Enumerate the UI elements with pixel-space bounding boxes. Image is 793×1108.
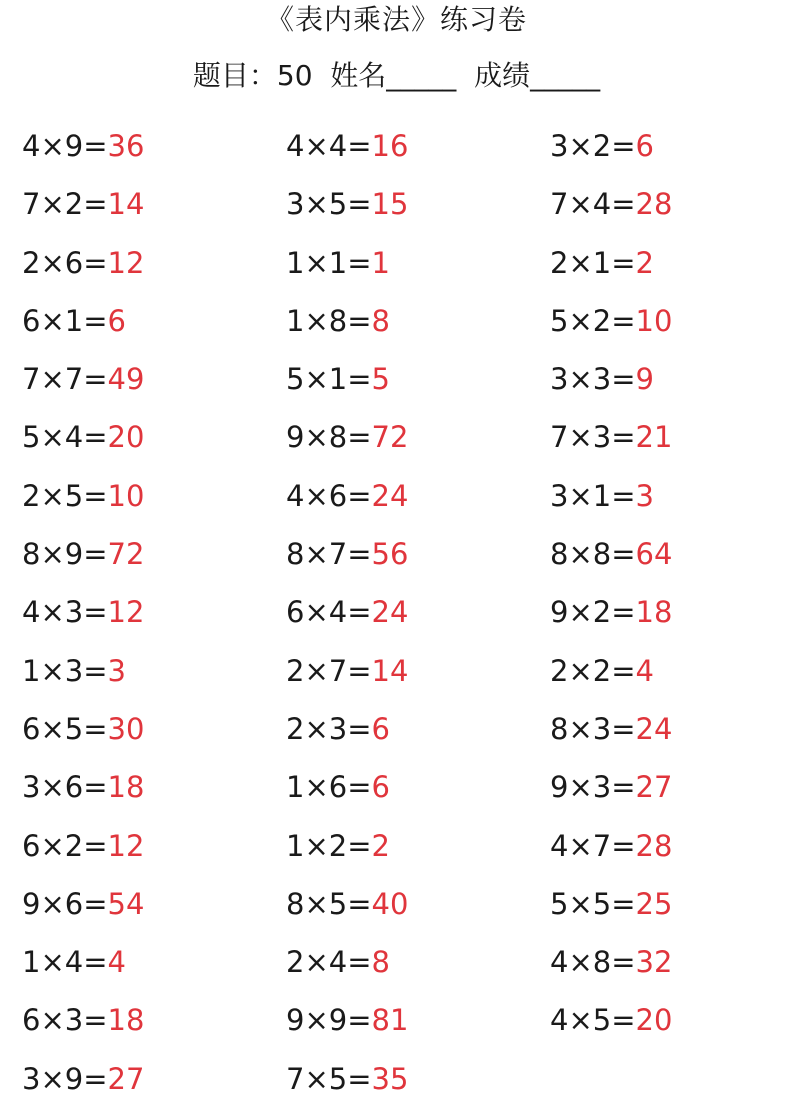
problem-question: 6×4= [286, 595, 372, 630]
problem-question: 5×5= [550, 886, 636, 921]
problem-row [0, 525, 793, 583]
problem-answer: 64 [635, 537, 673, 572]
problem-row [0, 758, 793, 816]
problem-item [286, 991, 408, 1049]
problem-answer: 35 [371, 1061, 409, 1096]
worksheet-subtitle: 题目：50 姓名_____ 成绩_____ [192, 59, 601, 92]
problem-answer: 36 [107, 129, 145, 163]
problem-answer: 3 [635, 478, 654, 513]
problem-item [22, 875, 144, 933]
problem-row [0, 817, 793, 875]
problem-item [286, 583, 408, 641]
problem-row [0, 991, 793, 1049]
problem-item [22, 117, 144, 175]
problem-answer: 72 [371, 420, 409, 455]
problem-question: 2×1= [550, 245, 636, 280]
problem-item [550, 817, 672, 875]
problem-answer: 6 [371, 711, 390, 746]
problem-item [286, 117, 408, 175]
problem-answer: 8 [371, 303, 390, 338]
problem-question: 3×3= [550, 362, 636, 397]
problem-question: 1×3= [22, 653, 108, 688]
problem-question: 2×3= [286, 711, 372, 746]
problem-answer: 6 [107, 303, 126, 338]
problem-answer: 6 [371, 770, 390, 805]
problem-item [286, 350, 390, 408]
problem-item [286, 642, 408, 700]
problem-item [286, 875, 408, 933]
problem-answer: 4 [107, 945, 126, 980]
problem-row [0, 933, 793, 991]
problem-question: 1×8= [286, 303, 372, 338]
problem-question: 4×4= [286, 129, 372, 163]
problem-item [22, 642, 126, 700]
problem-question: 3×1= [550, 478, 636, 513]
problem-item [286, 467, 408, 525]
problem-question: 6×1= [22, 303, 108, 338]
problem-question: 9×6= [22, 886, 108, 921]
problem-row [0, 408, 793, 466]
problem-answer: 6 [635, 129, 654, 163]
problem-row [0, 175, 793, 233]
problem-grid [0, 117, 793, 1108]
problem-question: 2×4= [286, 945, 372, 980]
problem-question: 1×6= [286, 770, 372, 805]
problem-item [550, 758, 672, 816]
problem-answer: 12 [107, 245, 145, 280]
problem-item [550, 234, 654, 292]
problem-item [550, 408, 672, 466]
problem-question: 4×8= [550, 945, 636, 980]
problem-item [286, 234, 390, 292]
problem-item [22, 583, 144, 641]
problem-item [286, 525, 408, 583]
problem-question: 2×2= [550, 653, 636, 688]
problem-answer: 2 [635, 245, 654, 280]
problem-row [0, 700, 793, 758]
problem-item [550, 991, 672, 1049]
problem-answer: 27 [635, 770, 673, 805]
problem-answer: 56 [371, 537, 409, 572]
problem-answer: 32 [635, 945, 673, 980]
problem-answer: 8 [371, 945, 390, 980]
problem-question: 9×3= [550, 770, 636, 805]
problem-answer: 1 [371, 245, 390, 280]
problem-answer: 18 [635, 595, 673, 630]
problem-row [0, 467, 793, 525]
problem-item [550, 642, 654, 700]
problem-answer: 12 [107, 595, 145, 630]
problem-answer: 15 [371, 187, 409, 222]
problem-answer: 18 [107, 770, 145, 805]
problem-answer: 27 [107, 1061, 145, 1096]
problem-question: 7×3= [550, 420, 636, 455]
problem-answer: 30 [107, 711, 145, 746]
problem-question: 1×1= [286, 245, 372, 280]
problem-question: 3×9= [22, 1061, 108, 1096]
problem-answer: 24 [371, 478, 409, 513]
problem-answer: 16 [371, 129, 409, 163]
problem-item [22, 817, 144, 875]
problem-question: 4×7= [550, 828, 636, 863]
problem-question: 5×2= [550, 303, 636, 338]
problem-item [286, 817, 390, 875]
problem-answer: 72 [107, 537, 145, 572]
problem-item [550, 350, 654, 408]
problem-item [22, 1050, 144, 1108]
problem-question: 3×5= [286, 187, 372, 222]
problem-answer: 5 [371, 362, 390, 397]
problem-question: 6×5= [22, 711, 108, 746]
problem-answer: 20 [635, 1003, 673, 1038]
problem-question: 8×5= [286, 886, 372, 921]
problem-question: 4×6= [286, 478, 372, 513]
problem-question: 7×2= [22, 187, 108, 222]
problem-answer: 2 [371, 828, 390, 863]
problem-item [550, 175, 672, 233]
problem-item [286, 408, 408, 466]
problem-row [0, 234, 793, 292]
problem-answer: 12 [107, 828, 145, 863]
problem-item [22, 933, 126, 991]
problem-item [550, 292, 672, 350]
problem-row [0, 117, 793, 175]
problem-question: 7×4= [550, 187, 636, 222]
problem-question: 9×8= [286, 420, 372, 455]
problem-item [286, 700, 390, 758]
problem-answer: 14 [371, 653, 409, 688]
problem-question: 5×4= [22, 420, 108, 455]
problem-item [22, 758, 144, 816]
problem-question: 8×8= [550, 537, 636, 572]
problem-row [0, 350, 793, 408]
problem-answer: 28 [635, 187, 673, 222]
problem-item [22, 525, 144, 583]
problem-question: 4×5= [550, 1003, 636, 1038]
problem-item [550, 933, 672, 991]
problem-row [0, 292, 793, 350]
problem-item [22, 175, 144, 233]
problem-row [0, 583, 793, 641]
problem-item [286, 933, 390, 991]
problem-item [22, 467, 144, 525]
problem-answer: 49 [107, 362, 145, 397]
problem-answer: 9 [635, 362, 654, 397]
problem-item [22, 292, 126, 350]
problem-question: 2×6= [22, 245, 108, 280]
problem-answer: 24 [371, 595, 409, 630]
problem-item [22, 234, 144, 292]
problem-answer: 54 [107, 886, 145, 921]
problem-answer: 25 [635, 886, 673, 921]
problem-question: 3×2= [550, 129, 636, 163]
problem-item [550, 467, 654, 525]
problem-answer: 24 [635, 711, 673, 746]
problem-item [22, 700, 144, 758]
problem-item [550, 583, 672, 641]
problem-item [286, 292, 390, 350]
problem-question: 5×1= [286, 362, 372, 397]
problem-item [286, 758, 390, 816]
problem-item [286, 175, 408, 233]
problem-item [22, 408, 144, 466]
problem-answer: 20 [107, 420, 145, 455]
problem-answer: 28 [635, 828, 673, 863]
problem-item [22, 350, 144, 408]
problem-answer: 4 [635, 653, 654, 688]
problem-question: 4×3= [22, 595, 108, 630]
problem-item [550, 875, 672, 933]
problem-answer: 14 [107, 187, 145, 222]
problem-answer: 10 [107, 478, 145, 513]
problem-question: 9×9= [286, 1003, 372, 1038]
problem-question: 1×4= [22, 945, 108, 980]
problem-answer: 21 [635, 420, 673, 455]
problem-question: 6×3= [22, 1003, 108, 1038]
problem-item [22, 991, 144, 1049]
problem-answer: 18 [107, 1003, 145, 1038]
problem-question: 8×9= [22, 537, 108, 572]
problem-row [0, 1050, 793, 1108]
problem-answer: 3 [107, 653, 126, 688]
worksheet-title: 《表内乘法》练习卷 [265, 3, 527, 36]
problem-answer: 40 [371, 886, 409, 921]
problem-item [550, 117, 654, 175]
problem-question: 6×2= [22, 828, 108, 863]
problem-answer: 10 [635, 303, 673, 338]
problem-item [550, 700, 672, 758]
problem-question: 1×2= [286, 828, 372, 863]
problem-question: 9×2= [550, 595, 636, 630]
problem-question: 8×3= [550, 711, 636, 746]
problem-question: 4×9= [22, 129, 108, 163]
problem-row [0, 642, 793, 700]
problem-question: 2×5= [22, 478, 108, 513]
problem-question: 3×6= [22, 770, 108, 805]
problem-item [550, 525, 672, 583]
problem-question: 2×7= [286, 653, 372, 688]
problem-question: 7×5= [286, 1061, 372, 1096]
problem-item [286, 1050, 408, 1108]
problem-answer: 81 [371, 1003, 409, 1038]
problem-row [0, 875, 793, 933]
problem-question: 7×7= [22, 362, 108, 397]
problem-question: 8×7= [286, 537, 372, 572]
